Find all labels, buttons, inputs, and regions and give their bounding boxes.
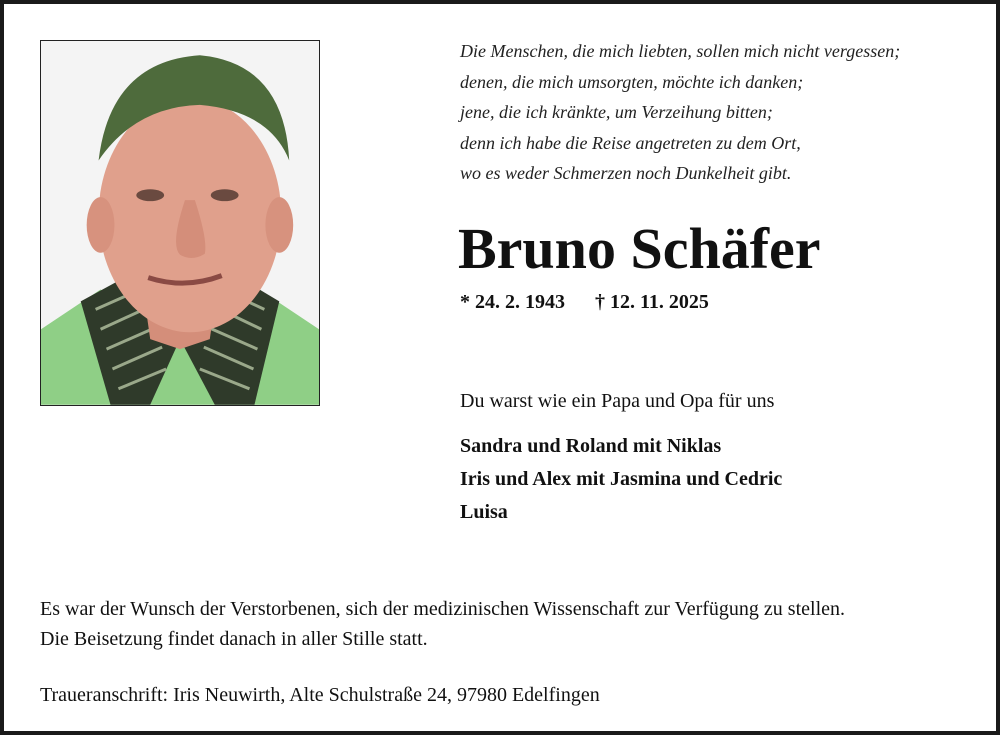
notice-line: Die Beisetzung findet danach in aller Stille statt. xyxy=(40,628,428,650)
notice-line: Es war der Wunsch der Verstorbenen, sich der medizinischen Wissenschaft zur Verfügung zu stellen. xyxy=(40,598,846,620)
poem-line: denen, die mich umsorgten, möchte ich danken; xyxy=(460,71,804,92)
mourning-address: Traueranschrift: Iris Neuwirth, Alte Schulstraße 24, 97980 Edelfingen xyxy=(40,684,600,706)
life-dates xyxy=(460,288,709,316)
birth-date: * 24. 2. 1943 xyxy=(460,291,565,313)
portrait-photo xyxy=(40,40,320,406)
poem-line: jene, die ich kränkte, um Verzeihung bitten; xyxy=(460,102,773,122)
poem-line: denn ich habe die Reise angetreten zu dem Ort, xyxy=(460,132,801,153)
mourner-entry: Luisa xyxy=(460,501,508,523)
poem-line: Die Menschen, die mich liebten, sollen mich nicht vergessen; xyxy=(460,41,901,61)
poem xyxy=(460,36,980,189)
portrait-photo-icon xyxy=(41,41,319,405)
mourners-list xyxy=(460,430,782,529)
dedication-text: Du warst wie ein Papa und Opa für uns xyxy=(460,390,775,412)
deceased-name: Bruno Schäfer xyxy=(458,216,821,281)
mourner-entry: Iris und Alex mit Jasmina und Cedric xyxy=(460,468,783,490)
funeral-notice xyxy=(40,594,845,654)
death-date: † 12. 11. 2025 xyxy=(595,291,709,313)
poem-line: wo es weder Schmerzen noch Dunkelheit gibt. xyxy=(460,163,792,183)
mourner-entry: Sandra und Roland mit Niklas xyxy=(460,435,722,457)
